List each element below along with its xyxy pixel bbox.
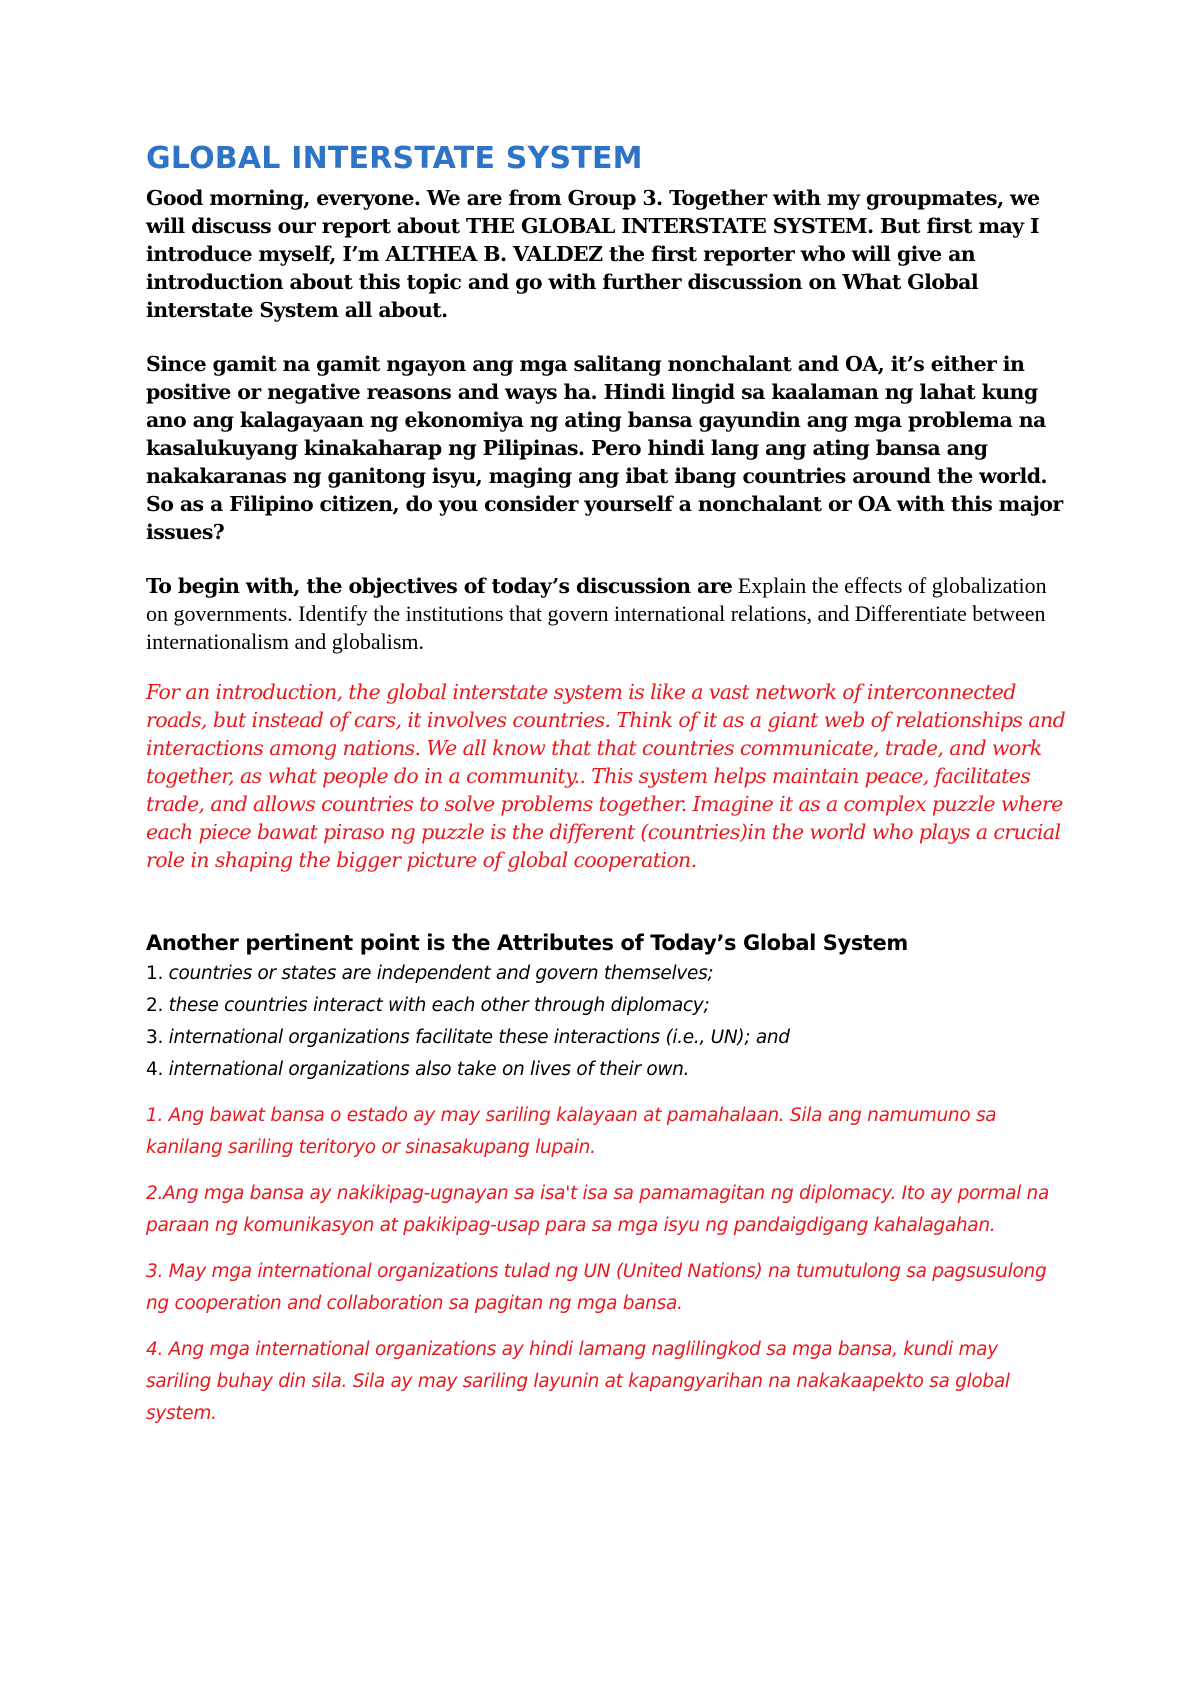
intro-red-paragraph: For an introduction, the global interstate system is like a vast network of interconnected roads, but instead of cars, it involves countries. Think of it as a giant web of relationships and interactions among nations. We all know that that countries communicate, trade, and work together, as what people do in a community.. This system helps maintain peace, facilitates trade, and allows countries to solve problems together. Imagine it as a complex puzzle where each piece bawat piraso ng puzzle is the different (countries)in the world who plays a crucial role in shaping the bigger picture of global cooperation.: [146, 680, 1066, 872]
document-body: [146, 140, 1066, 1444]
list-item: 3. international organizations facilitate these interactions (i.e., UN); and: [146, 1027, 790, 1048]
tagalog-point: 1. Ang bawat bansa o estado ay may sariling kalayaan at pamahalaan. Sila ang namumuno sa kanilang sariling teritoryo or sinasakupang lupain.: [146, 1105, 997, 1158]
tagalog-point: 2.Ang mga bansa ay nakikipag-ugnayan sa isa't isa sa pamamagitan ng diplomacy. Ito ay pormal na paraan ng komunikasyon at pakikipag-usap para sa mga isyu ng pandaigdigang kahalagahan.: [146, 1183, 1049, 1236]
tagalog-point: 3. May mga international organizations tulad ng UN (United Nations) na tumutulong sa pagsusulong ng cooperation and collaboration sa pagitan ng mga bansa.: [146, 1261, 1047, 1314]
document-title: GLOBAL INTERSTATE SYSTEM: [146, 141, 643, 176]
attributes-list: [146, 958, 1066, 1086]
second-paragraph: Since gamit na gamit ngayon ang mga salitang nonchalant and OA, it’s either in positive or negative reasons and ways ha. Hindi lingid sa kaalaman ng lahat kung ano ang kalagayaan ng ekonomiya ng ating bansa gayundin ang mga problema na kasalukuyang kinakaharap ng Pilipinas. Pero hindi lang ang ating bansa ang nakakaranas ng ganitong isyu, maging ang ibat ibang countries around the world. So as a Filipino citizen, do you consider yourself a nonchalant or OA with this major issues?: [146, 352, 1063, 544]
list-item: 4. international organizations also take on lives of their own.: [146, 1059, 690, 1080]
intro-paragraph: Good morning, everyone. We are from Group 3. Together with my groupmates, we will discuss our report about THE GLOBAL INTERSTATE SYSTEM. But first may I introduce myself, I’m ALTHEA B. VALDEZ the first reporter who will give an introduction about this topic and go with further discussion on What Global interstate System all about.: [146, 186, 1040, 322]
tagalog-points: [146, 1100, 1066, 1430]
list-item: 2. these countries interact with each other through diplomacy;: [146, 995, 710, 1016]
list-item: 1. countries or states are independent and govern themselves;: [146, 963, 714, 984]
tagalog-point: 4. Ang mga international organizations ay hindi lamang naglilingkod sa mga bansa, kundi may sariling buhay din sila. Sila ay may sariling layunin at kapangyarihan na nakakaapekto sa global system.: [146, 1339, 1010, 1424]
objectives-paragraph: [146, 572, 1066, 656]
attributes-heading: Another pertinent point is the Attributes of Today’s Global System: [146, 931, 908, 955]
objectives-text: Explain the effects of globalization on governments. Identify the institutions that govern international relations, and Differentiate between internationalism and globalism.: [146, 573, 1047, 654]
objectives-lead: To begin with, the objectives of today’s discussion are: [146, 574, 733, 598]
